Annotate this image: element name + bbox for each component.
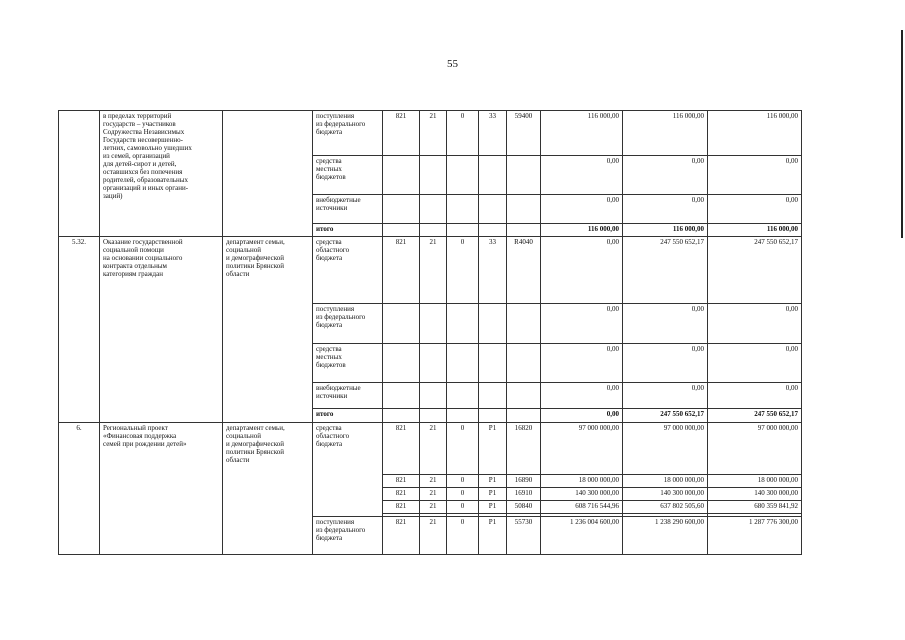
- amount-year-1: 1 236 004 600,00: [541, 517, 623, 555]
- amount-year-2: 0,00: [623, 195, 708, 224]
- code-gp: 21: [420, 501, 447, 514]
- amount-year-2: 247 550 652,17: [623, 237, 708, 304]
- funding-source-cell: итого: [313, 409, 383, 423]
- amount-year-2: 1 238 290 600,00: [623, 517, 708, 555]
- amount-year-1: 0,00: [541, 195, 623, 224]
- amount-year-2: 140 300 000,00: [623, 488, 708, 501]
- code-pgp: 0: [447, 111, 479, 156]
- code-om: P1: [479, 423, 507, 475]
- event-name-cell: Оказание государственной социальной помощи на основании социального контракта отдельным категориям граждан: [100, 237, 223, 423]
- table-row: [59, 237, 802, 304]
- amount-year-3: 1 287 776 300,00: [708, 517, 802, 555]
- code-om: P1: [479, 475, 507, 488]
- executor-cell: департамент семьи, социальной и демографической политики Брянской области: [223, 423, 313, 555]
- amount-year-2: 0,00: [623, 383, 708, 409]
- code-direction: 55730: [507, 517, 541, 555]
- page-number: 55: [447, 58, 458, 70]
- code-direction: 16890: [507, 475, 541, 488]
- funding-source-cell: средства областного бюджета: [313, 237, 383, 304]
- table-row: [59, 111, 802, 156]
- amount-year-1: 116 000,00: [541, 111, 623, 156]
- amount-year-2: 0,00: [623, 304, 708, 344]
- row-number-cell: 6.: [59, 423, 100, 555]
- amount-year-2: 116 000,00: [623, 224, 708, 237]
- code-pgp: 0: [447, 475, 479, 488]
- funding-source-cell: внебюджетные источники: [313, 195, 383, 224]
- amount-year-3: 18 000 000,00: [708, 475, 802, 488]
- code-pgp: 0: [447, 517, 479, 555]
- code-gp: 21: [420, 488, 447, 501]
- funding-source-cell: поступления из федерального бюджета: [313, 304, 383, 344]
- code-direction: 16820: [507, 423, 541, 475]
- amount-year-1: 140 300 000,00: [541, 488, 623, 501]
- amount-year-1: 18 000 000,00: [541, 475, 623, 488]
- code-direction: 59400: [507, 111, 541, 156]
- amount-year-3: 97 000 000,00: [708, 423, 802, 475]
- code-om: 33: [479, 111, 507, 156]
- code-gp: 21: [420, 111, 447, 156]
- row-number-cell: 5.32.: [59, 237, 100, 423]
- amount-year-3: 0,00: [708, 195, 802, 224]
- amount-year-3: 680 359 841,92: [708, 501, 802, 514]
- funding-source-cell: внебюджетные источники: [313, 383, 383, 409]
- funding-source-cell: средства местных бюджетов: [313, 156, 383, 195]
- amount-year-2: 0,00: [623, 156, 708, 195]
- code-gp: 21: [420, 423, 447, 475]
- code-gp: 21: [420, 237, 447, 304]
- amount-year-3: 116 000,00: [708, 224, 802, 237]
- code-gp: 21: [420, 517, 447, 555]
- funding-source-cell: итого: [313, 224, 383, 237]
- code-grbs: 821: [383, 475, 420, 488]
- funding-source-cell: средства областного бюджета: [313, 423, 383, 517]
- scan-edge-mark: [901, 30, 903, 238]
- amount-year-1: 116 000,00: [541, 224, 623, 237]
- amount-year-3: 247 550 652,17: [708, 409, 802, 423]
- code-grbs: 821: [383, 488, 420, 501]
- amount-year-2: 637 802 505,60: [623, 501, 708, 514]
- amount-year-2: 247 550 652,17: [623, 409, 708, 423]
- code-grbs: 821: [383, 237, 420, 304]
- amount-year-3: 116 000,00: [708, 111, 802, 156]
- code-direction: R4040: [507, 237, 541, 304]
- amount-year-2: 116 000,00: [623, 111, 708, 156]
- funding-source-cell: средства местных бюджетов: [313, 344, 383, 383]
- code-pgp: 0: [447, 237, 479, 304]
- amount-year-1: 0,00: [541, 156, 623, 195]
- code-grbs: 821: [383, 517, 420, 555]
- code-grbs: 821: [383, 111, 420, 156]
- executor-cell: [223, 111, 313, 237]
- amount-year-1: 0,00: [541, 409, 623, 423]
- table-row: [59, 423, 802, 475]
- code-gp: 21: [420, 475, 447, 488]
- code-direction: 50840: [507, 501, 541, 514]
- amount-year-1: 0,00: [541, 344, 623, 383]
- funding-source-cell: поступления из федерального бюджета: [313, 111, 383, 156]
- amount-year-1: 608 716 544,96: [541, 501, 623, 514]
- amount-year-1: 0,00: [541, 304, 623, 344]
- event-name-cell: в пределах территорий государств – участников Содружества Независимых Государств несовершенно- летних, самовольно ушедших из семей, организаций для детей-сирот и детей, оставшихся без попечения родителей, образовательных организаций и иных органи- заций): [100, 111, 223, 237]
- amount-year-1: 0,00: [541, 383, 623, 409]
- amount-year-3: 0,00: [708, 304, 802, 344]
- code-om: P1: [479, 488, 507, 501]
- code-pgp: 0: [447, 488, 479, 501]
- code-pgp: 0: [447, 501, 479, 514]
- event-name-cell: Региональный проект «Финансовая поддержка семей при рождении детей»: [100, 423, 223, 555]
- executor-cell: департамент семьи, социальной и демографической политики Брянской области: [223, 237, 313, 423]
- amount-year-1: 97 000 000,00: [541, 423, 623, 475]
- amount-year-3: 247 550 652,17: [708, 237, 802, 304]
- amount-year-3: 0,00: [708, 383, 802, 409]
- code-grbs: 821: [383, 423, 420, 475]
- code-om: P1: [479, 501, 507, 514]
- code-om: P1: [479, 517, 507, 555]
- row-number-cell: [59, 111, 100, 237]
- code-om: 33: [479, 237, 507, 304]
- funding-source-cell: поступления из федерального бюджета: [313, 517, 383, 555]
- amount-year-3: 140 300 000,00: [708, 488, 802, 501]
- amount-year-2: 0,00: [623, 344, 708, 383]
- amount-year-3: 0,00: [708, 344, 802, 383]
- amount-year-2: 97 000 000,00: [623, 423, 708, 475]
- code-pgp: 0: [447, 423, 479, 475]
- budget-table: [58, 110, 802, 555]
- amount-year-3: 0,00: [708, 156, 802, 195]
- amount-year-1: 0,00: [541, 237, 623, 304]
- code-grbs: 821: [383, 501, 420, 514]
- code-direction: 16910: [507, 488, 541, 501]
- amount-year-2: 18 000 000,00: [623, 475, 708, 488]
